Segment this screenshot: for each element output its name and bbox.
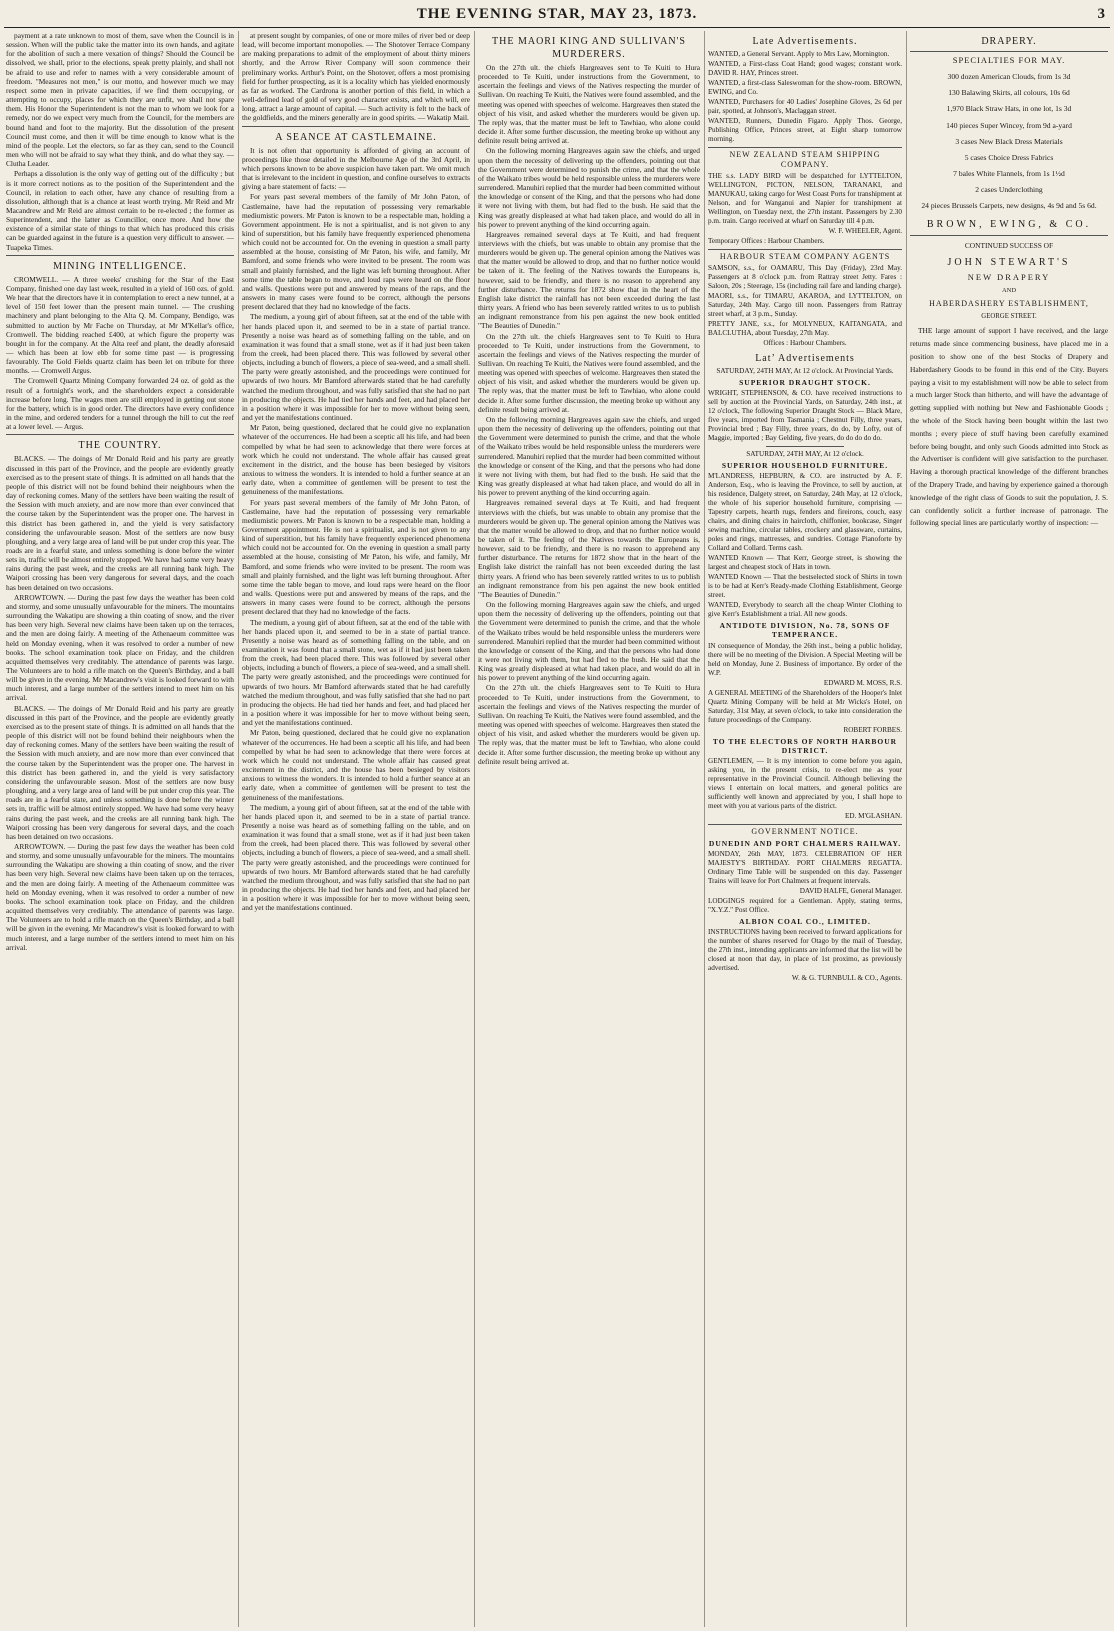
article-paragraph: The medium, a young girl of about fifteen, sat at the end of the table with her hands placed upon it, and seemed to be in a state of partial trance. Presently a noise was heard as of something falling on the table, and on examination it was found that a small stone, wet as if it had just been taken from the creek, had been placed there. This was followed by several other objects, including a bunch of flowers, a piece of sea-weed, and a small shell. The party were greatly astonished, and the proceedings were continued for upwards of two hours. Mr Bamford afterwards stated that he had carefully watched the medium throughout, and was fully satisfied that she had no part in producing the objects. He had tied her hands and feet, and had placed her in a position where it was impossible for her to move without being seen, and yet the manifestations continued. (242, 802, 470, 913)
specialty-item: 300 dozen American Clouds, from 1s 3d (947, 72, 1071, 82)
article-paragraph: On the following morning Hargreaves again saw the chiefs, and urged upon them the necessity of delivering up the offenders, pointing out that the Government were determined to punish the crime, and that the whole of the Waikato tribes would be held responsible unless the murderers were surrendered. Manuhiri replied that the murder had been committed without the knowledge or consent of the King, and that the persons who had done it were not living with them, but had fled to the bush. He said that the King was greatly displeased at what had taken place, and would do all in his power to prevent anything of the kind occurring again. (478, 600, 700, 683)
classified-ad: WANTED Known — That the bestselected stock of Shirts in town is to be had at Kerr's Ready-made Clothing Establishment, George street. (708, 573, 902, 600)
article-paragraph: Hargreaves remained several days at Te Kuiti, and had frequent interviews with the chiefs, but was unable to obtain any promise that the murderers would be given up. The general opinion among the Natives was that the matter would be allowed to drop, and that no further notice would be taken of it. The feeling of the Natives towards the Europeans is, however, said to be friendly, and there is no reason to apprehend any further disturbance. The returns for 1872 show that in the heart of the English lake district the rainfall has not been exceeded during the last thirty years. A friend who has been severely rattled writes to us to publish an indignant remonstrance from his pen against the new book entitled "The Beauties of Dunedin." (478, 498, 700, 599)
shipping-heading: NEW ZEALAND STEAM SHIPPING COMPANY. (708, 147, 902, 170)
establishment-line: AND (1001, 286, 1017, 294)
article-paragraph: BLACKS. — The doings of Mr Donald Reid and his party are greatly discussed in this part of the Province, and the people are evidently greatly exercised as to the present state of things. It is admitted on all hands that the people of this district will not be found behind their neighbours when the day of reckoning comes. Many of the settlers have been waiting the result of the Session with much anxiety, and are now more than ever convinced that the course taken by the Superintendent was the proper one. The harvest in this district has been gathered in, and the yield is very satisfactory considering the unfavourable season. Most of the settlers are now busy ploughing, and a very large area of land will be put under crop this year. The roads are in a fearful state, and unless something is done before the winter sets in, traffic will be almost entirely stopped. We have had some very heavy rains during the past week, and the creeks are all running bank high. The Waipori crossing has been very dangerous for several days, and the coach has been detained on two occasions. (6, 454, 234, 592)
column-1 (6, 31, 234, 1627)
column-5 (910, 31, 1108, 1627)
antidote-heading: ANTIDOTE DIVISION, No. 78, SONS OF TEMPERANCE. (719, 621, 891, 640)
notice-signature: EDWARD M. MOSS, R.S. (823, 678, 902, 687)
classified-ad: WANTED, Everybody to search all the cheap Winter Clothing to give Kerr's Establishment a trial. All new goods. (708, 601, 902, 619)
article-paragraph: at present sought by companies, of one or more miles of river bed or deep lead, will become important monopolies. — The Shotover Terrace Company are making preparations to admit of the employment of about thirty miners shortly, and the Arrow River Company will soon commence their preliminary works. Arthur's Point, on the Shotover, offers a most promising field for further prospecting, as it is a locality which has yielded enormously as far as worked. The Cardrona is another portion of this field, in which a well-defined lead of gold of very good character exists, and which will, ere long, attract a large amount of capital. — Such activity is felt to the back of the goldfields, and the miners generally are in good spirits. — Wakatip Mail. (242, 31, 470, 123)
coal-heading: ALBION COAL CO., LIMITED. (739, 917, 871, 927)
article-paragraph: On the following morning Hargreaves again saw the chiefs, and urged upon them the necessity of delivering up the offenders, pointing out that the Government were determined to punish the crime, and that the whole of the Waikato tribes would be held responsible unless the murderers were surrendered. Manuhiri replied that the murder had been committed without the knowledge or consent of the King, and that the persons who had done it were not living with them, but had fled to the bush. He said that the King was greatly displeased at what had taken place, and would do all in his power to prevent anything of the kind occurring again. (478, 414, 700, 498)
company-notice: INSTRUCTIONS having been received to forward applications for the number of shares reserved for Otago by the mail of Tuesday, the 27th inst., intending applicants are informed that the list will be closed at noon that day, in place of 1st proximo, as previously advertised. (708, 928, 902, 973)
article-paragraph: The medium, a young girl of about fifteen, sat at the end of the table with her hands placed upon it, and seemed to be in a state of partial trance. Presently a noise was heard as of something falling on the table, and on examination it was found that a small stone, wet as if it had just been taken from the creek, had been placed there. This was followed by several other objects, including a bunch of flowers, a piece of sea-weed, and a small shell. The party were greatly astonished, and the proceedings were continued for upwards of two hours. Mr Bamford afterwards stated that he had carefully watched the medium throughout, and was fully satisfied that she had no part in producing the objects. He had tied her hands and feet, and had placed her in a position where it was impossible for her to move without being seen, and yet the manifestations continued. (242, 312, 470, 423)
article-paragraph: For years past several members of the family of Mr John Paton, of Castlemaine, have had the reputation of possessing very remarkable mediumistic powers. Mr Paton is known to be a respectable man, holding a Government appointment. He is not a spiritualist, and is not given to any kind of superstition, but his family have frequently experienced phenomena which could not be accounted for. On the evening in question a small party assembled at the house, consisting of Mr Paton, his wife, and family, Mr Bamford, and some friends who were invited to be present. The room was small and plainly furnished, and the light was left burning throughout. After some time the table began to move, and loud raps were heard on the floor and walls. Questions were put and answered by means of the raps, and the answers in many cases were found to be correct, although the persons present declared that they had no knowledge of the facts. (242, 192, 470, 312)
article-paragraph: ARROWTOWN. — During the past few days the weather has been cold and stormy, and some unusually unfavourable for the miners. The mountains surrounding the Wakatipu are showing a thin coating of snow, and the river has been very high. Several new claims have been taken up on the terraces, and the men are doing fairly. A meeting of the Athenaeum committee was held on Monday evening, when it was resolved to order a number of new books. The school examination took place on Friday, and the children acquitted themselves very creditably. The attendance of parents was large. The Volunteers are to hold a rifle match on the Queen's Birthday, and a ball will be given in the evening. Mr Macandrew's visit is looked forward to with much interest, and a large number of the settlers intend to meet him on his arrival. (6, 592, 234, 703)
column-2 (242, 31, 470, 1627)
article-paragraph: Mr Paton, being questioned, declared that he could give no explanation whatever of the occurrences. He had been a sceptic all his life, and had been compelled by what he had seen to acknowledge that there were forces at work which he could not understand. The whole affair has caused great excitement in the district, and the house has been besieged by visitors anxious to witness the wonders. It is intended to hold a further seance at an early date, when a committee of gentlemen will be present to test the genuineness of the manifestations. (242, 423, 470, 497)
article-paragraph: Hargreaves remained several days at Te Kuiti, and had frequent interviews with the chiefs, but was unable to obtain any promise that the murderers would be given up. The general opinion among the Natives was that the matter would be allowed to drop, and that no further notice would be taken of it. The feeling of the Natives towards the Europeans is, however, said to be friendly, and there is no reason to apprehend any further disturbance. The returns for 1872 show that in the heart of the English lake district the rainfall has not been exceeded during the last thirty years. A friend who has been severely rattled writes to us to publish an indignant remonstrance from his pen against the new book entitled "The Beauties of Dunedin." (478, 229, 700, 331)
column-divider (906, 31, 907, 1627)
firm-name: BROWN, EWING, & CO. (926, 218, 1092, 230)
classified-ad: WANTED, a First-class Coat Hand; good wages; constant work. DAVID R. HAY, Princes street. (708, 60, 902, 77)
specialties-heading: SPECIALTIES FOR MAY. (952, 55, 1066, 65)
mining-heading: MINING INTELLIGENCE. (53, 260, 187, 272)
section-rule (6, 255, 234, 256)
sale-notice: M'LANDRESS, HEPBURN, & CO. are instructed by A. F. Anderson, Esq., who is leaving the Province, to sell by auction, at his residence, Dalgety street, on Saturday, 24th May, at 12 o'clock, the whole of his superior household furniture, comprising — Tapestry carpets, hearth rugs, fenders and fireirons, couch, easy chairs, and dining chairs in haircloth, chiffonier, bookcase, Singer sewing machine, circular tables, crockery and glassware, curtains, poles and rings, mattresses, and sundries. Cottage Pianoforte by Collard and Collard. Terms cash. (708, 472, 902, 553)
classified-ad: WANTED, a first-class Saleswoman for the show-room. BROWN, EWING, and Co. (708, 79, 902, 96)
specialty-item: 7 bales White Flannels, from 1s 1½d (953, 169, 1065, 179)
section-rule (6, 434, 234, 435)
masthead (0, 6, 1114, 26)
shipping-notice: SAMSON, s.s., for OAMARU, This Day (Friday), 23rd May. Passengers at 8 o'clock p.m. from Rattray street Jetty. Fares : Saloon, 20s ; Steerage, 15s (including rail fare and landing charge). (708, 264, 902, 290)
classified-ad: WANTED, Runners, Dunedin Figaro. Apply Thos. George, Publishing Office, Princes street, at Eight sharp tomorrow morning. (708, 117, 902, 143)
notice-signature: W. & G. TURNBULL & CO., Agents. (791, 974, 902, 983)
establishment-line: HABERDASHERY ESTABLISHMENT, (929, 299, 1089, 309)
drapery-heading: DRAPERY. (981, 36, 1037, 47)
sale-title: SUPERIOR HOUSEHOLD FURNITURE. (721, 461, 889, 471)
lat-advertisements-heading: Lat’ Advertisements (755, 353, 855, 364)
specialty-item: 5 cases Choice Dress Fabrics (964, 152, 1054, 162)
specialty-item: 2 cases Underclothing (975, 185, 1043, 195)
article-paragraph: On the 27th ult. the chiefs Hargreaves sent to Te Kuiti to Hura proceeded to Te Kuiti, under instructions from the Government, to ascertain the feelings and views of the Natives respecting the murder of Sullivan. On reaching Te Kuiti, the Natives were found assembled, and the meeting was opened with speeches of welcome. Hargreaves then stated the object of his visit, and asked whether the murderers would be given up. The reply was, that the matter must be left to Tawhiao, who alone could decide it. After some further discussion, the meeting broke up without any definite result being arrived at. (478, 63, 700, 146)
specialty-item: 140 pieces Super Wincey, from 9d a-yard (946, 120, 1072, 130)
article-paragraph: Mr Paton, being questioned, declared that he could give no explanation whatever of the occurrences. He had been a sceptic all his life, and had been compelled by what he had seen to acknowledge that there were forces at work which he could not understand. The whole affair has caused great excitement in the district, and the house has been besieged by visitors anxious to witness the wonders. It is intended to hold a further seance at an early date, when a committee of gentlemen will be present to test the genuineness of the manifestations. (242, 728, 470, 802)
harbour-heading: HARBOUR STEAM COMPANY AGENTS (708, 249, 902, 262)
article-paragraph: BLACKS. — The doings of Mr Donald Reid and his party are greatly discussed in this part of the Province, and the people are evidently greatly exercised as to the present state of things. It is admitted on all hands that the people of this district will not be found behind their neighbours when the day of reckoning comes. Many of the settlers have been waiting the result of the Session with much anxiety, and are now more than ever convinced that the course taken by the Superintendent was the proper one. The harvest in this district has been gathered in, and the yield is very satisfactory considering the unfavourable season. Most of the settlers are now busy ploughing, and a very large area of land will be put under crop this year. The roads are in a fearful state, and unless something is done before the winter sets in, traffic will be almost entirely stopped. We have had some very heavy rains during the past week, and the creeks are all running bank high. The Waipori crossing has been very dangerous for several days, and the coach has been detained on two occasions. (6, 703, 234, 841)
establishment-address: GEORGE STREET. (981, 313, 1037, 321)
late-advertisements-heading: Late Advertisements. (752, 36, 858, 47)
meeting-notice: IN consequence of Monday, the 26th inst., being a public holiday, there will be no meeting of the Division. A Special Meeting will be held on Monday, June 2. Business of importance. By order of the W.P. (708, 641, 902, 677)
sale-date: SATURDAY, 24TH MAY, At 12 o'clock. (746, 450, 864, 459)
article-paragraph: On the 27th ult. the chiefs Hargreaves sent to Te Kuiti to Hura proceeded to Te Kuiti, under instructions from the Government, to ascertain the feelings and views of the Natives respecting the murder of Sullivan. On reaching Te Kuiti, the Natives were found assembled, and the meeting was opened with speeches of welcome. Hargreaves then stated the object of his visit, and asked whether the murderers would be given up. The reply was, that the matter must be left to Tawhiao, who alone could decide it. After some further discussion, the meeting broke up without any definite result being arrived at. (478, 331, 700, 414)
masthead-title: THE EVENING STAR, MAY 23, 1873. (416, 6, 698, 22)
country-heading: THE COUNTRY. (78, 440, 162, 452)
advertisement-body: THE large amount of support I have received, and the large returns made since commencing business, have placed me in a position to show one of the best Stocks of Drapery and Haberdashery Goods to be found in this end of the City. Buyers paying a visit to my establishment will now be able to select from a much larger Stock than hitherto, and will have the advantage of getting supplied with nothing but New and Fashionable Goods ; the whole of the Stock having been bought within the last two months ; every piece of stuff having been carefully examined before being bought, and only such Goods admitted into Stock as the Advertiser is confident will give satisfaction to the purchaser. Having a thorough practical knowledge of the different branches of the Drapery Trade, and having by experience gained a thorough knowledge of the right class of Goods to suit the population, J. S. can confidently solicit a further increase of patronage. The following special lines are particularly worthy of inspection: — (910, 326, 1108, 528)
shipping-signature: W. F. WHEELER, Agent. (828, 227, 902, 235)
article-paragraph: The Cromwell Quartz Mining Company forwarded 24 oz. of gold as the result of a fortnight's work, and the shareholders expect a considerable increase before long. The wages men are still employed in getting out stone for the battery, which is in good order. The directors have every confidence in the mine, and ordered tenders for a tunnel through the hill to cut the reef at a lower level. — Argus. (6, 376, 234, 432)
government-notice-heading: GOVERNMENT NOTICE. (708, 824, 902, 837)
section-rule (910, 51, 1108, 52)
firm-name: JOHN STEWART'S (947, 256, 1071, 268)
harbour-office: Offices : Harbour Chambers. (763, 339, 847, 347)
shipping-notice: THE s.s. LADY BIRD will be despatched for LYTTELTON, WELLINGTON, PICTON, NELSON, TARANAKI, and MANUKAU, taking cargo for West Coast Ports for transhipment at Nelson, and for Wanganui and Napier for transhipment at Wellington, on Tuesday next, the 27th instant. Passengers by 2.30 p.m. train. Cargo received at wharf on Saturday till 4 p.m. (708, 172, 902, 225)
classified-ad: LODGINGS required for a Gentleman. Apply, stating terms, "X.Y.Z." Post Office. (708, 897, 902, 915)
maori-king-heading: THE MAORI KING AND SULLIVAN'S MURDERERS. (492, 36, 686, 60)
specialty-item: 24 pieces Brussels Carpets, new designs, 4s 9d and 5s 6d. (921, 201, 1097, 211)
classified-ad: WANTED, Purchasers for 40 Ladies' Josephine Gloves, 2s 6d per pair, spotted, at Johnson's, Maclaggan street. (708, 98, 902, 115)
specialty-item: 3 cases New Black Dress Materials (955, 136, 1063, 146)
railway-notice: MONDAY, 26th MAY, 1873. CELEBRATION OF HER MAJESTY'S BIRTHDAY. PORT CHALMERS REGATTA. Ordinary Time Table will be suspended on this day. Passenger Trains will leave for Port Chalmers at frequent intervals. (708, 850, 902, 886)
seance-heading: A SEANCE AT CASTLEMAINE. (275, 131, 437, 143)
meeting-notice: A GENERAL MEETING of the Shareholders of the Hooper's Inlet Quartz Mining Company will be held at Mr Wicks's Hotel, on Saturday, 31st May, at seven o'clock, to take into consideration the future proceedings of the Company. (708, 688, 902, 724)
specialty-item: 1,970 Black Straw Hats, in one lot, 1s 3d (946, 104, 1072, 114)
article-paragraph: ARROWTOWN. — During the past few days the weather has been cold and stormy, and some unusually unfavourable for the miners. The mountains surrounding the Wakatipu are showing a thin coating of snow, and the river has been very high. Several new claims have been taken up on the terraces, and the men are doing fairly. A meeting of the Athenaeum committee was held on Monday evening, when it was resolved to order a number of new books. The school examination took place on Friday, and the children acquitted themselves very creditably. The attendance of parents was large. The Volunteers are to hold a rifle match on the Queen's Birthday, and a ball will be given in the evening. Mr Macandrew's visit is looked forward to with much interest, and a large number of the settlers intend to meet him on his arrival. (6, 841, 234, 952)
section-rule (242, 126, 470, 127)
column-divider (704, 31, 705, 1627)
shipping-notice: PRETTY JANE, s.s., for MOLYNEUX, KAITANGATA, and BALCLUTHA, about Tuesday, 27th May. (708, 320, 902, 337)
establishment-line: NEW DRAPERY (967, 271, 1051, 282)
column-divider (474, 31, 475, 1627)
sale-date: SATURDAY, 24TH MAY, At 12 o'clock. At Provincial Yards. (716, 367, 894, 375)
notice-signature: ROBERT FORBES. (843, 725, 902, 734)
masthead-rule (4, 27, 1110, 28)
election-address: GENTLEMEN, — It is my intention to come before you again, asking you, in the present crisis, to re-elect me as your representative in the Provincial Council. Although believing the views I entertain on local matters, and general politics are sufficiently well known and appreciated by you, I shall hope to meet with you at various parts of the district. (708, 756, 902, 810)
specialty-item: 130 Balawing Skirts, all colours, 10s 6d (948, 88, 1070, 98)
column-divider (238, 31, 239, 1627)
railway-heading: DUNEDIN AND PORT CHALMERS RAILWAY. (708, 838, 902, 848)
page-number: 3 (1097, 6, 1106, 22)
article-paragraph: It is not often that opportunity is afforded of giving an account of proceedings like those detailed in the Melbourne Age of the 3rd April, in which persons known to be above suspicion have taken part. We omit much that is irrelevant to the incident in question, and confine ourselves to extracts giving a bare statement of facts: — (242, 145, 470, 192)
classified-ad: WANTED Known — That Kerr, George street, is showing the largest and cheapest stock of Hats in town. (708, 554, 902, 572)
electors-heading: TO THE ELECTORS OF NORTH HARBOUR DISTRICT. (712, 736, 898, 755)
sale-notice: WRIGHT, STEPHENSON, & CO. have received instructions to sell by auction at the Provincial Yards, on Saturday, 24th inst., at 12 o'clock, The following Superior Draught Stock — Black Mare, five years, imported from Tasmania ; Chestnut Filly, three years, Provincial bred ; Bay Filly, three years, do do, by Lofty, out of Maggie, imported ; Bay Gelding, five years, do do do do do. (708, 389, 902, 443)
sale-title: SUPERIOR DRAUGHT STOCK. (739, 378, 871, 387)
article-paragraph: On the 27th ult. the chiefs Hargreaves sent to Te Kuiti to Hura proceeded to Te Kuiti, under instructions from the Government, to ascertain the feelings and views of the Natives respecting the murder of Sullivan. On reaching Te Kuiti, the Natives were found assembled, and the meeting was opened with speeches of welcome. Hargreaves then stated the object of his visit, and asked whether the murderers would be given up. The reply was, that the matter must be left to Tawhiao, who alone could decide it. After some further discussion, the meeting broke up without any definite result being arrived at. (478, 683, 700, 766)
article-paragraph: The medium, a young girl of about fifteen, sat at the end of the table with her hands placed upon it, and seemed to be in a state of partial trance. Presently a noise was heard as of something falling on the table, and on examination it was found that a small stone, wet as if it had just been taken from the creek, had been placed there. This was followed by several other objects, including a bunch of flowers, a piece of sea-weed, and a small shell. The party were greatly astonished, and the proceedings were continued for upwards of two hours. Mr Bamford afterwards stated that he had carefully watched the medium throughout, and was fully satisfied that she had no part in producing the objects. He had tied her hands and feet, and had placed her in a position where it was impossible for her to move without being seen, and yet the manifestations continued. (242, 617, 470, 728)
column-3 (478, 31, 700, 1627)
continued-label: CONTINUED SUCCESS OF (964, 240, 1054, 250)
classified-ad: WANTED, a General Servant. Apply to Mrs Law, Mornington. (708, 50, 890, 58)
notice-signature: ED. M'GLASHAN. (845, 811, 902, 820)
short-rule (766, 446, 844, 447)
column-4 (708, 31, 902, 1627)
article-paragraph: CROMWELL. — A three weeks' crushing for the Star of the East Company, finished one day last week, resulted in a yield of 160 ozs. of gold. We hear that the directors have it in contemplation to erect a new tunnel, at a level of 150 feet lower than the present main tunnel. — The crushing machinery and plant belonging to the Alta Q. M. Company, Bendigo, was submitted to auction by Mr Fache on Thursday, at Mr M'Kellar's office, Cromwell. The bidding reached £400, at which figure the property was bought in for the company. At the Alta reef and plant, the deadly aforesaid — which has been at low ebb for some time past — is progressing favourably. The Gold Fields quartz claim has been let on tribute for three months. — Cromwell Argus. (6, 274, 234, 376)
section-rule (910, 235, 1108, 236)
article-paragraph: payment at a rate unknown to most of them, save when the Council is in session. When will the public take the matter into its own hands, and agitate for the abolition of such a mere vexation of things? Should the Council be dissolved, we shall, prior to the elections, speak pretty plainly, and shall not be afraid to use and refer to names with a very considerable amount of freedom. "Measures not men," is our motto, and however much we may respect some men in private capacities, if we find them occupying, or attempting to occupy, places for which they are unfit, we shall not spare them. His Honor the Superintendent is not the man to whom we look for a remedy, nor do we expect very much from the Council, for the members are bound hand and foot to the majority. But the dissolution of the present Council must come, and then it will be time enough to know what is the mind of the people. Let the electors, so far as they can, send to the Council men who will not be afraid to say what they think, and do what they say. — Clutha Leader. (6, 31, 234, 169)
article-paragraph: For years past several members of the family of Mr John Paton, of Castlemaine, have had the reputation of possessing very remarkable mediumistic powers. Mr Paton is known to be a respectable man, holding a Government appointment. He is not a spiritualist, and is not given to any kind of superstition, but his family have frequently experienced phenomena which could not be accounted for. On the evening in question a small party assembled at the house, consisting of Mr Paton, his wife, and family, Mr Bamford, and some friends who were invited to be present. The room was small and plainly furnished, and the light was left burning throughout. After some time the table began to move, and loud raps were heard on the floor and walls. Questions were put and answered by means of the raps, and the answers in many cases were found to be correct, although the persons present declared that they had no knowledge of the facts. (242, 497, 470, 617)
shipping-notice: MAORI, s.s., for TIMARU, AKAROA, and LYTTELTON, on Saturday, 24th May. Cargo till noon. Passengers from Rattray street wharf, at 3 p.m., Sunday. (708, 292, 902, 318)
article-paragraph: On the following morning Hargreaves again saw the chiefs, and urged upon them the necessity of delivering up the offenders, pointing out that the Government were determined to punish the crime, and that the whole of the Waikato tribes would be held responsible unless the murderers were surrendered. Manuhiri replied that the murder had been committed without the knowledge or consent of the King, and that the persons who had done it were not living with them, but had fled to the bush. He said that the King was greatly displeased at what had taken place, and would do all in his power to prevent anything of the kind occurring again. (478, 146, 700, 229)
article-paragraph: Perhaps a dissolution is the only way of getting out of the difficulty ; but is it more correct notions as to the position of the Superintendent and the Council, in relation to each other, have any chance of resulting from a dissolution, although that is a chance at least worth trying. Mr Reid and Mr Macandrew and Mr Reid are almost certain to be re-elected ; the former as Superintendent, and the latter as Councillor, once more. And how the existence of a similar state of things to that which has produced this crisis can be guarded against in the future is a question very difficult to answer. — Tuapeka Times. (6, 169, 234, 252)
shipping-office: Temporary Offices : Harbour Chambers. (708, 237, 825, 245)
notice-signature: DAVID HALFE, General Manager. (799, 887, 902, 896)
